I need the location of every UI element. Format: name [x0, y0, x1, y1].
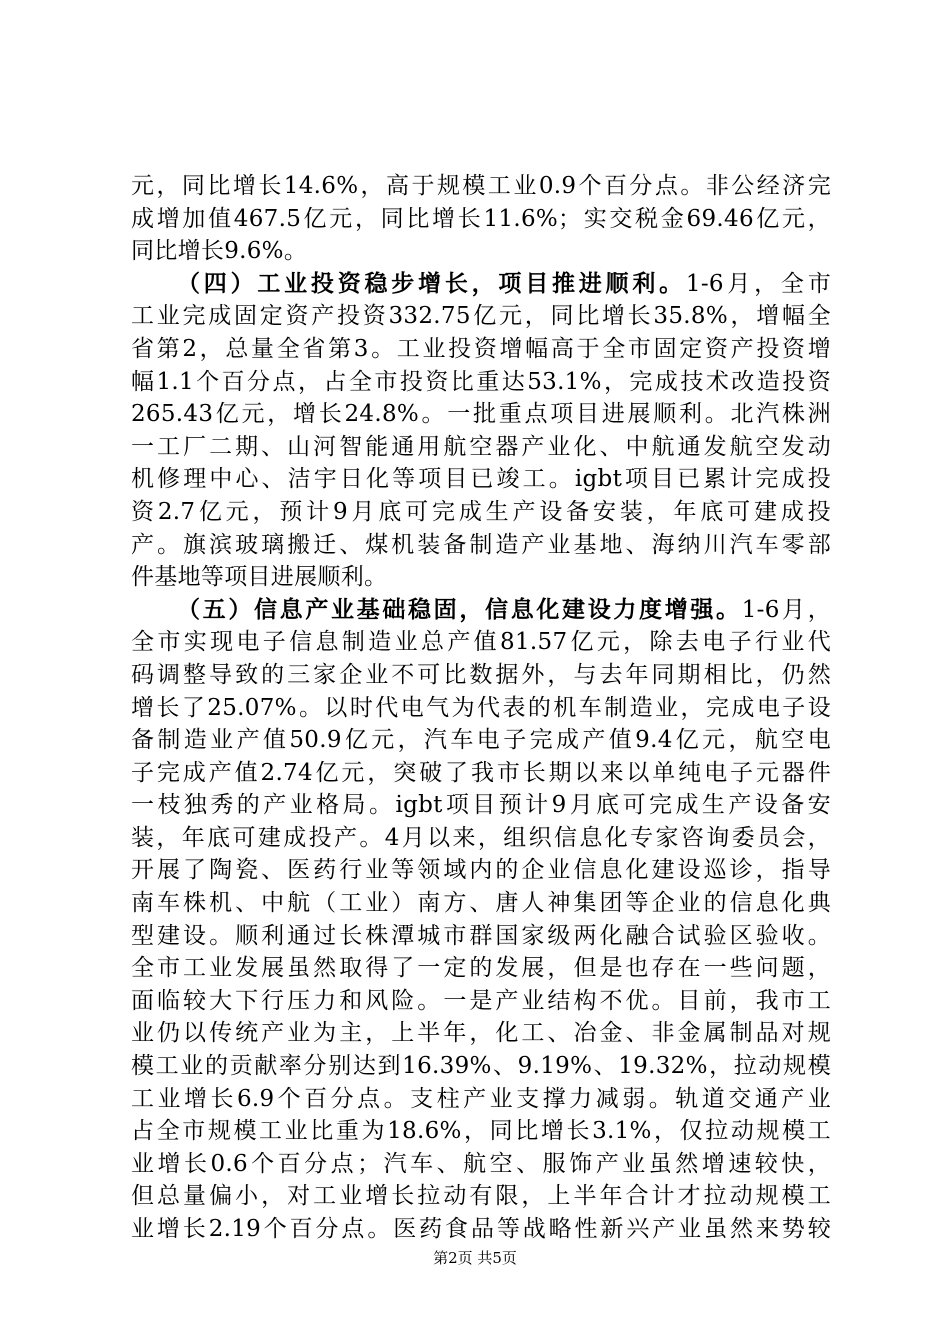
text-line: [131, 1180, 831, 1213]
text-line: [131, 1050, 831, 1083]
line-text: 型建设。顺利通过长株潭城市群国家级两化融合试验区验收。: [131, 922, 831, 949]
text-line: [131, 887, 831, 920]
line-text: 一枝独秀的产业格局。igbt项目预计9月底可完成生产设备安: [131, 792, 831, 819]
line-text: 1-6月，: [741, 596, 831, 623]
line-text: 265.43亿元，增长24.8%。一批重点项目进展顺利。北汽株洲: [131, 401, 831, 428]
line-text: 增长了25.07%。以时代电气为代表的机车制造业，完成电子设: [131, 694, 831, 721]
text-line: [131, 170, 831, 203]
text-line: [131, 985, 831, 1018]
text-line: [131, 789, 831, 822]
text-line: [131, 1083, 831, 1116]
line-text: 码调整导致的三家企业不可比数据外，与去年同期相比，仍然: [131, 661, 831, 688]
text-line: [131, 235, 831, 268]
section-heading: （五）信息产业基础稳固，信息化建设力度增强。: [177, 595, 742, 623]
text-line: [131, 431, 831, 464]
text-line: [131, 659, 831, 692]
text-line: [131, 952, 831, 985]
text-line: [131, 1148, 831, 1181]
line-text: 全市实现电子信息制造业总产值81.57亿元，除去电子行业代: [131, 629, 831, 656]
line-text: 机修理中心、洁宇日化等项目已竣工。igbt项目已累计完成投: [131, 466, 831, 493]
line-text: 南车株机、中航（工业）南方、唐人神集团等企业的信息化典: [131, 890, 831, 917]
text-line: [131, 920, 831, 953]
text-line: [131, 1115, 831, 1148]
text-line: [131, 300, 831, 333]
text-line: [131, 724, 831, 757]
paragraph-heading-line: [131, 594, 831, 627]
line-text: 子完成产值2.74亿元，突破了我市长期以来以单纯电子元器件: [131, 759, 831, 786]
line-text: 成增加值467.5亿元，同比增长11.6%；实交税金69.46亿元，: [131, 205, 831, 232]
line-text: 一工厂二期、山河智能通用航空器产业化、中航通发航空发动: [131, 433, 831, 460]
line-text: 占全市规模工业比重为18.6%，同比增长3.1%，仅拉动规模工: [131, 1118, 831, 1145]
section-heading: （四）工业投资稳步增长，项目推进顺利。: [177, 269, 686, 297]
line-text: 备制造业产值50.9亿元，汽车电子完成产值9.4亿元，航空电: [131, 727, 831, 754]
text-line: [131, 366, 831, 399]
paragraph-heading-line: [131, 268, 831, 301]
line-text: 产。旗滨玻璃搬迁、煤机装备制造产业基地、海纳川汽车零部: [131, 531, 831, 558]
text-line: [131, 561, 831, 594]
line-text: 全市工业发展虽然取得了一定的发展，但是也存在一些问题，: [131, 955, 831, 982]
text-line: [131, 1213, 831, 1246]
text-line: [131, 496, 831, 529]
line-text: 幅1.1个百分点，占全市投资比重达53.1%，完成技术改造投资: [131, 368, 831, 395]
text-line: [131, 1017, 831, 1050]
line-text: 开展了陶瓷、医药行业等领域内的企业信息化建设巡诊，指导: [131, 857, 831, 884]
text-line: [131, 626, 831, 659]
line-text: 1-6月，全市: [685, 270, 831, 297]
line-text: 工业完成固定资产投资332.75亿元，同比增长35.8%，增幅全: [131, 303, 831, 330]
text-line: [131, 757, 831, 790]
line-text: 资2.7亿元，预计9月底可完成生产设备安装，年底可建成投: [131, 498, 831, 525]
text-line: [131, 398, 831, 431]
text-line: [131, 333, 831, 366]
document-body: [131, 170, 831, 1246]
line-text: 件基地等项目进展顺利。: [131, 564, 388, 591]
text-line: [131, 692, 831, 725]
line-text: 业增长2.19个百分点。医药食品等战略性新兴产业虽然来势较: [131, 1216, 831, 1242]
text-line: [131, 529, 831, 562]
line-text: 元，同比增长14.6%，高于规模工业0.9个百分点。非公经济完: [131, 173, 831, 199]
line-text: 同比增长9.6%。: [131, 238, 308, 265]
line-text: 模工业的贡献率分别达到16.39%、9.19%、19.32%，拉动规模: [131, 1053, 831, 1080]
text-line: [131, 822, 831, 855]
page-footer: 第2页 共5页: [433, 1249, 517, 1267]
line-text: 但总量偏小，对工业增长拉动有限，上半年合计才拉动规模工: [131, 1183, 831, 1210]
line-text: 省第2，总量全省第3。工业投资增幅高于全市固定资产投资增: [131, 335, 831, 362]
text-line: [131, 203, 831, 236]
line-text: 业仍以传统产业为主，上半年，化工、冶金、非金属制品对规: [131, 1020, 831, 1047]
text-line: [131, 463, 831, 496]
line-text: 装，年底可建成投产。4月以来，组织信息化专家咨询委员会，: [131, 824, 831, 851]
text-line: [131, 854, 831, 887]
line-text: 面临较大下行压力和风险。一是产业结构不优。目前，我市工: [131, 987, 831, 1014]
line-text: 业增长0.6个百分点；汽车、航空、服饰产业虽然增速较快，: [131, 1150, 831, 1177]
line-text: 工业增长6.9个百分点。支柱产业支撑力减弱。轨道交通产业: [131, 1085, 831, 1112]
